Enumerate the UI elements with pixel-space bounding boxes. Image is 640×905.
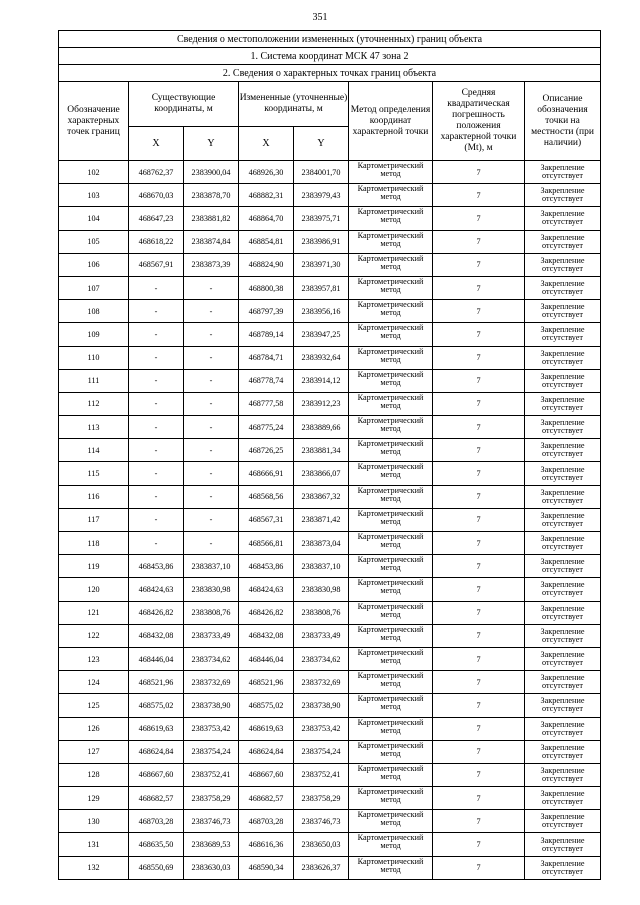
point-number: 116 [59, 485, 129, 508]
method-cell: Картометрический метод [349, 207, 433, 230]
description-cell: Закрепление отсутствует [525, 763, 601, 786]
table-row [59, 578, 601, 601]
point-number: 122 [59, 624, 129, 647]
existing-x: 468670,03 [129, 184, 184, 207]
method-cell: Картометрический метод [349, 346, 433, 369]
description-cell: Закрепление отсутствует [525, 346, 601, 369]
point-number: 127 [59, 740, 129, 763]
changed-x: 468424,63 [239, 578, 294, 601]
existing-y: 2383734,62 [184, 647, 239, 670]
changed-x: 468453,86 [239, 555, 294, 578]
table-row [59, 276, 601, 299]
existing-x: - [129, 300, 184, 323]
existing-y: 2383758,29 [184, 787, 239, 810]
existing-x: 468550,69 [129, 856, 184, 879]
changed-y: 2383734,62 [294, 647, 349, 670]
table-row [59, 810, 601, 833]
description-cell: Закрепление отсутствует [525, 578, 601, 601]
coordinate-system-title: 1. Система координат МСК 47 зона 2 [59, 48, 601, 65]
existing-x: 468703,28 [129, 810, 184, 833]
table-row [59, 346, 601, 369]
existing-y: 2383733,49 [184, 624, 239, 647]
changed-y: 2383871,42 [294, 508, 349, 531]
method-cell: Картометрический метод [349, 856, 433, 879]
point-number: 130 [59, 810, 129, 833]
table-row [59, 647, 601, 670]
existing-x: - [129, 439, 184, 462]
changed-x: 468575,02 [239, 694, 294, 717]
existing-y: 2383689,53 [184, 833, 239, 856]
description-cell: Закрепление отсутствует [525, 462, 601, 485]
error-cell: 7 [433, 485, 525, 508]
changed-x: 468426,82 [239, 601, 294, 624]
section-title: Сведения о местоположении измененных (уточненных) границ объекта [59, 31, 601, 48]
existing-x: 468432,08 [129, 624, 184, 647]
changed-y: 2383956,16 [294, 300, 349, 323]
error-cell: 7 [433, 346, 525, 369]
point-number: 112 [59, 392, 129, 415]
method-cell: Картометрический метод [349, 810, 433, 833]
method-cell: Картометрический метод [349, 763, 433, 786]
error-cell: 7 [433, 207, 525, 230]
table-row [59, 740, 601, 763]
method-cell: Картометрический метод [349, 601, 433, 624]
existing-x: 468624,84 [129, 740, 184, 763]
changed-y: 2383881,34 [294, 439, 349, 462]
changed-y: 2383873,04 [294, 532, 349, 555]
table-row [59, 439, 601, 462]
table-row [59, 833, 601, 856]
changed-y: 2383733,49 [294, 624, 349, 647]
point-number: 118 [59, 532, 129, 555]
method-cell: Картометрический метод [349, 323, 433, 346]
error-cell: 7 [433, 532, 525, 555]
existing-x: 468618,22 [129, 230, 184, 253]
changed-y: 2383650,03 [294, 833, 349, 856]
changed-y: 2383758,29 [294, 787, 349, 810]
existing-x: 468426,82 [129, 601, 184, 624]
existing-x: - [129, 485, 184, 508]
existing-y: 2383874,84 [184, 230, 239, 253]
existing-x: - [129, 508, 184, 531]
existing-y: 2383837,10 [184, 555, 239, 578]
method-cell: Картометрический метод [349, 161, 433, 184]
description-cell: Закрепление отсутствует [525, 856, 601, 879]
point-number: 111 [59, 369, 129, 392]
existing-y: - [184, 392, 239, 415]
changed-y: 2383912,23 [294, 392, 349, 415]
error-cell: 7 [433, 462, 525, 485]
description-cell: Закрепление отсутствует [525, 416, 601, 439]
method-cell: Картометрический метод [349, 369, 433, 392]
existing-y: - [184, 462, 239, 485]
table-row [59, 671, 601, 694]
point-number: 128 [59, 763, 129, 786]
boundary-points-table [58, 30, 601, 880]
method-cell: Картометрический метод [349, 184, 433, 207]
method-cell: Картометрический метод [349, 462, 433, 485]
changed-x: 468789,14 [239, 323, 294, 346]
error-cell: 7 [433, 578, 525, 601]
error-cell: 7 [433, 161, 525, 184]
error-cell: 7 [433, 323, 525, 346]
existing-y: - [184, 276, 239, 299]
changed-y: 2383752,41 [294, 763, 349, 786]
method-cell: Картометрический метод [349, 624, 433, 647]
method-cell: Картометрический метод [349, 694, 433, 717]
point-number: 107 [59, 276, 129, 299]
existing-x: 468762,37 [129, 161, 184, 184]
existing-y: - [184, 416, 239, 439]
changed-y: 2383626,37 [294, 856, 349, 879]
method-cell: Картометрический метод [349, 253, 433, 276]
header-existing: Существующие координаты, м [129, 82, 239, 127]
changed-y: 2383746,73 [294, 810, 349, 833]
changed-y: 2383979,43 [294, 184, 349, 207]
existing-y: - [184, 508, 239, 531]
description-cell: Закрепление отсутствует [525, 184, 601, 207]
description-cell: Закрепление отсутствует [525, 253, 601, 276]
error-cell: 7 [433, 647, 525, 670]
description-cell: Закрепление отсутствует [525, 717, 601, 740]
changed-x: 468667,60 [239, 763, 294, 786]
method-cell: Картометрический метод [349, 508, 433, 531]
changed-x: 468854,81 [239, 230, 294, 253]
changed-x: 468566,81 [239, 532, 294, 555]
existing-x: 468682,57 [129, 787, 184, 810]
changed-x: 468775,24 [239, 416, 294, 439]
changed-x: 468726,25 [239, 439, 294, 462]
existing-y: - [184, 485, 239, 508]
changed-y: 2383754,24 [294, 740, 349, 763]
existing-x: 468453,86 [129, 555, 184, 578]
changed-x: 468824,90 [239, 253, 294, 276]
error-cell: 7 [433, 508, 525, 531]
header-designation: Обозначение характерных точек границ [59, 82, 129, 161]
changed-x: 468797,39 [239, 300, 294, 323]
existing-x: 468521,96 [129, 671, 184, 694]
existing-y: - [184, 532, 239, 555]
table-row [59, 624, 601, 647]
existing-y: 2383878,70 [184, 184, 239, 207]
existing-x: 468567,91 [129, 253, 184, 276]
changed-x: 468800,38 [239, 276, 294, 299]
error-cell: 7 [433, 740, 525, 763]
point-number: 109 [59, 323, 129, 346]
existing-x: 468575,02 [129, 694, 184, 717]
existing-y: 2383746,73 [184, 810, 239, 833]
description-cell: Закрепление отсутствует [525, 392, 601, 415]
error-cell: 7 [433, 369, 525, 392]
changed-x: 468446,04 [239, 647, 294, 670]
table-body [59, 161, 601, 880]
existing-x: 468424,63 [129, 578, 184, 601]
table-row [59, 392, 601, 415]
changed-x: 468778,74 [239, 369, 294, 392]
description-cell: Закрепление отсутствует [525, 323, 601, 346]
changed-x: 468567,31 [239, 508, 294, 531]
changed-y: 2384001,70 [294, 161, 349, 184]
existing-y: - [184, 300, 239, 323]
description-cell: Закрепление отсутствует [525, 694, 601, 717]
changed-y: 2383975,71 [294, 207, 349, 230]
point-number: 124 [59, 671, 129, 694]
existing-y: 2383732,69 [184, 671, 239, 694]
existing-y: 2383808,76 [184, 601, 239, 624]
point-number: 129 [59, 787, 129, 810]
existing-x: - [129, 323, 184, 346]
point-number: 110 [59, 346, 129, 369]
changed-y: 2383932,64 [294, 346, 349, 369]
point-number: 108 [59, 300, 129, 323]
description-cell: Закрепление отсутствует [525, 671, 601, 694]
changed-x: 468703,28 [239, 810, 294, 833]
existing-y: 2383881,82 [184, 207, 239, 230]
table-row [59, 763, 601, 786]
changed-y: 2383947,25 [294, 323, 349, 346]
error-cell: 7 [433, 416, 525, 439]
changed-y: 2383837,10 [294, 555, 349, 578]
point-number: 102 [59, 161, 129, 184]
changed-x: 468882,31 [239, 184, 294, 207]
error-cell: 7 [433, 717, 525, 740]
description-cell: Закрепление отсутствует [525, 787, 601, 810]
existing-x: 468647,23 [129, 207, 184, 230]
changed-x: 468926,30 [239, 161, 294, 184]
point-number: 120 [59, 578, 129, 601]
error-cell: 7 [433, 787, 525, 810]
error-cell: 7 [433, 230, 525, 253]
changed-y: 2383971,30 [294, 253, 349, 276]
points-section-title: 2. Сведения о характерных точках границ объекта [59, 65, 601, 82]
point-number: 132 [59, 856, 129, 879]
changed-x: 468777,58 [239, 392, 294, 415]
table-row [59, 462, 601, 485]
point-number: 104 [59, 207, 129, 230]
method-cell: Картометрический метод [349, 276, 433, 299]
existing-x: - [129, 276, 184, 299]
description-cell: Закрепление отсутствует [525, 532, 601, 555]
description-cell: Закрепление отсутствует [525, 439, 601, 462]
header-changed-y: Y [294, 127, 349, 161]
error-cell: 7 [433, 253, 525, 276]
point-number: 126 [59, 717, 129, 740]
existing-x: - [129, 392, 184, 415]
existing-y: 2383754,24 [184, 740, 239, 763]
existing-y: 2383873,39 [184, 253, 239, 276]
error-cell: 7 [433, 763, 525, 786]
existing-x: - [129, 416, 184, 439]
table-row [59, 300, 601, 323]
existing-y: 2383900,04 [184, 161, 239, 184]
changed-x: 468619,63 [239, 717, 294, 740]
existing-y: - [184, 439, 239, 462]
changed-x: 468590,34 [239, 856, 294, 879]
changed-y: 2383738,90 [294, 694, 349, 717]
existing-x: - [129, 532, 184, 555]
existing-y: 2383630,03 [184, 856, 239, 879]
table-row [59, 230, 601, 253]
existing-y: 2383830,98 [184, 578, 239, 601]
error-cell: 7 [433, 671, 525, 694]
changed-x: 468784,71 [239, 346, 294, 369]
existing-x: 468446,04 [129, 647, 184, 670]
existing-x: - [129, 369, 184, 392]
point-number: 106 [59, 253, 129, 276]
existing-x: 468619,63 [129, 717, 184, 740]
point-number: 113 [59, 416, 129, 439]
table-row [59, 717, 601, 740]
error-cell: 7 [433, 300, 525, 323]
method-cell: Картометрический метод [349, 671, 433, 694]
method-cell: Картометрический метод [349, 833, 433, 856]
error-cell: 7 [433, 601, 525, 624]
table-row [59, 508, 601, 531]
table-row [59, 601, 601, 624]
changed-y: 2383830,98 [294, 578, 349, 601]
point-number: 105 [59, 230, 129, 253]
header-existing-y: Y [184, 127, 239, 161]
description-cell: Закрепление отсутствует [525, 508, 601, 531]
existing-y: 2383753,42 [184, 717, 239, 740]
method-cell: Картометрический метод [349, 485, 433, 508]
point-number: 123 [59, 647, 129, 670]
description-cell: Закрепление отсутствует [525, 207, 601, 230]
point-number: 125 [59, 694, 129, 717]
existing-y: - [184, 369, 239, 392]
changed-y: 2383753,42 [294, 717, 349, 740]
changed-x: 468864,70 [239, 207, 294, 230]
error-cell: 7 [433, 694, 525, 717]
description-cell: Закрепление отсутствует [525, 624, 601, 647]
description-cell: Закрепление отсутствует [525, 833, 601, 856]
header-changed-x: X [239, 127, 294, 161]
error-cell: 7 [433, 392, 525, 415]
table-row [59, 369, 601, 392]
existing-y: - [184, 346, 239, 369]
existing-y: 2383752,41 [184, 763, 239, 786]
method-cell: Картометрический метод [349, 300, 433, 323]
table-row [59, 485, 601, 508]
table-row [59, 694, 601, 717]
method-cell: Картометрический метод [349, 578, 433, 601]
table-row [59, 787, 601, 810]
description-cell: Закрепление отсутствует [525, 740, 601, 763]
error-cell: 7 [433, 555, 525, 578]
method-cell: Картометрический метод [349, 647, 433, 670]
existing-x: 468667,60 [129, 763, 184, 786]
table-row [59, 207, 601, 230]
table-row [59, 184, 601, 207]
point-number: 121 [59, 601, 129, 624]
description-cell: Закрепление отсутствует [525, 485, 601, 508]
description-cell: Закрепление отсутствует [525, 601, 601, 624]
description-cell: Закрепление отсутствует [525, 230, 601, 253]
method-cell: Картометрический метод [349, 740, 433, 763]
method-cell: Картометрический метод [349, 532, 433, 555]
point-number: 119 [59, 555, 129, 578]
error-cell: 7 [433, 439, 525, 462]
existing-x: 468635,50 [129, 833, 184, 856]
changed-x: 468624,84 [239, 740, 294, 763]
method-cell: Картометрический метод [349, 230, 433, 253]
header-changed: Измененные (уточненные) координаты, м [239, 82, 349, 127]
changed-y: 2383914,12 [294, 369, 349, 392]
error-cell: 7 [433, 624, 525, 647]
error-cell: 7 [433, 856, 525, 879]
page-number: 351 [312, 12, 328, 23]
changed-y: 2383867,32 [294, 485, 349, 508]
table-row [59, 161, 601, 184]
changed-x: 468666,91 [239, 462, 294, 485]
header-description: Описание обозначения точки на местности (при наличии) [525, 82, 601, 161]
method-cell: Картометрический метод [349, 555, 433, 578]
table-row [59, 856, 601, 879]
error-cell: 7 [433, 184, 525, 207]
existing-x: - [129, 346, 184, 369]
changed-y: 2383889,66 [294, 416, 349, 439]
table-row [59, 253, 601, 276]
table-row [59, 532, 601, 555]
method-cell: Картометрический метод [349, 416, 433, 439]
changed-x: 468682,57 [239, 787, 294, 810]
existing-y: - [184, 323, 239, 346]
error-cell: 7 [433, 833, 525, 856]
changed-y: 2383732,69 [294, 671, 349, 694]
description-cell: Закрепление отсутствует [525, 300, 601, 323]
error-cell: 7 [433, 810, 525, 833]
changed-y: 2383957,81 [294, 276, 349, 299]
description-cell: Закрепление отсутствует [525, 647, 601, 670]
point-number: 117 [59, 508, 129, 531]
header-existing-x: X [129, 127, 184, 161]
changed-y: 2383808,76 [294, 601, 349, 624]
point-number: 114 [59, 439, 129, 462]
point-number: 131 [59, 833, 129, 856]
changed-x: 468432,08 [239, 624, 294, 647]
changed-x: 468568,56 [239, 485, 294, 508]
changed-x: 468521,96 [239, 671, 294, 694]
description-cell: Закрепление отсутствует [525, 555, 601, 578]
table-row [59, 555, 601, 578]
method-cell: Картометрический метод [349, 787, 433, 810]
description-cell: Закрепление отсутствует [525, 161, 601, 184]
table-row [59, 323, 601, 346]
header-method: Метод определения координат характерной точки [349, 82, 433, 161]
table-row [59, 416, 601, 439]
point-number: 115 [59, 462, 129, 485]
description-cell: Закрепление отсутствует [525, 810, 601, 833]
method-cell: Картометрический метод [349, 717, 433, 740]
existing-x: - [129, 462, 184, 485]
header-error: Средняя квадратическая погрешность положения характерной точки (Mt), м [433, 82, 525, 161]
changed-y: 2383986,91 [294, 230, 349, 253]
changed-x: 468616,36 [239, 833, 294, 856]
description-cell: Закрепление отсутствует [525, 276, 601, 299]
description-cell: Закрепление отсутствует [525, 369, 601, 392]
point-number: 103 [59, 184, 129, 207]
changed-y: 2383866,07 [294, 462, 349, 485]
error-cell: 7 [433, 276, 525, 299]
method-cell: Картометрический метод [349, 392, 433, 415]
method-cell: Картометрический метод [349, 439, 433, 462]
existing-y: 2383738,90 [184, 694, 239, 717]
